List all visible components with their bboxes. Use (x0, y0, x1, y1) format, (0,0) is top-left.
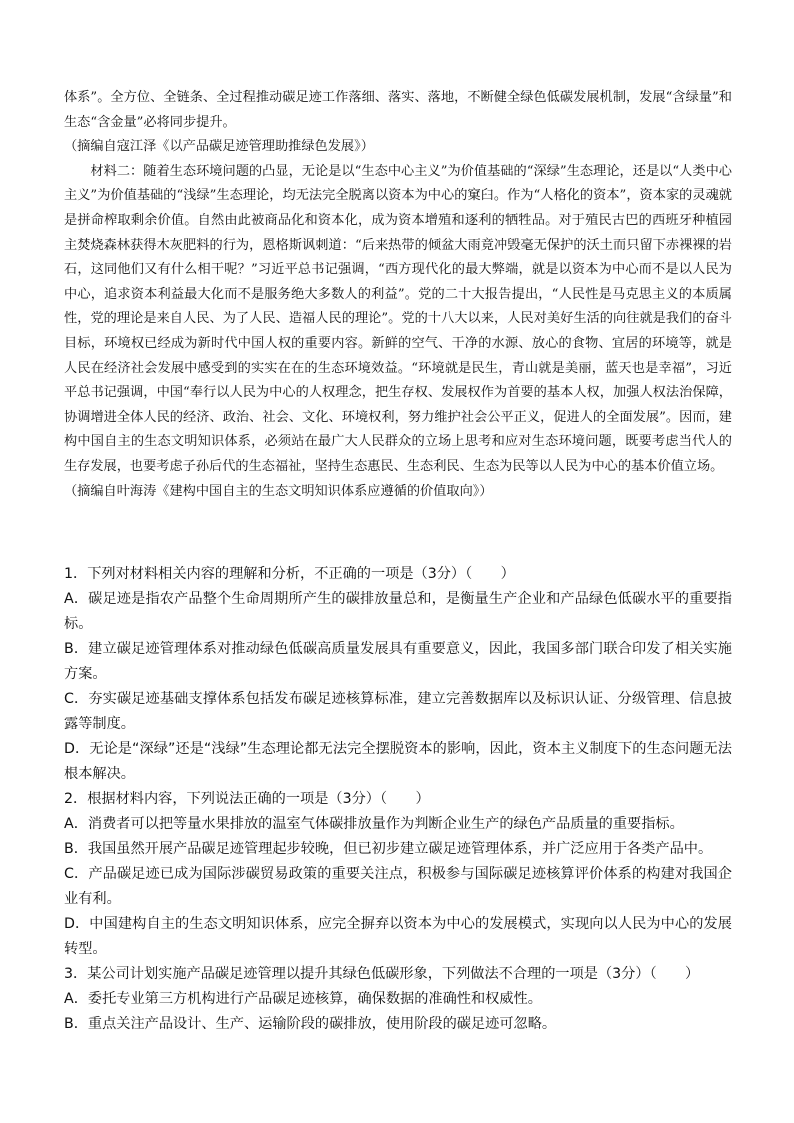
question-3-stem: 3．某公司计划实施产品碳足迹管理以提升其绿色低碳形象，下列做法不合理的一项是（3分）（ ） (64, 966, 700, 982)
question-3-option-b: B．重点关注产品设计、生产、运输阶段的碳排放，使用阶段的碳足迹可忽略。 (64, 1016, 557, 1032)
reading-material (64, 86, 732, 504)
questions-section (64, 562, 732, 1037)
source-citation: （摘编自叶海涛《建构中国自主的生态文明知识体系应遵循的价值取向》） (64, 483, 493, 499)
question-1-option-b: B．建立碳足迹管理体系对推动绿色低碳高质量发展具有重要意义，因此，我国多部门联合印发了相关实施方案。 (64, 641, 732, 682)
question-2-option-c: C．产品碳足迹已成为国际涉碳贸易政策的重要关注点，积极参与国际碳足迹核算评价体系的构建对我国企业有利。 (64, 866, 732, 907)
question-1-option-d: D．无论是“深绿”还是“浅绿”生态理论都无法完全摆脱资本的影响，因此，资本主义制度下的生态问题无法根本解决。 (64, 741, 732, 782)
question-1-option-a: A．碳足迹是指农产品整个生命周期所产生的碳排放量总和，是衡量生产企业和产品绿色低碳水平的重要指标。 (64, 591, 732, 632)
question-3-option-a: A．委托专业第三方机构进行产品碳足迹核算，确保数据的准确性和权威性。 (64, 991, 542, 1007)
material-paragraph: 体系”。全方位、全链条、全过程推动碳足迹工作落细、落实、落地，不断健全绿色低碳发展机制，发展“含绿量”和生态“含金量”必将同步提升。 (64, 90, 732, 130)
source-citation: （摘编自寇江泽《以产品碳足迹管理助推绿色发展》） (64, 139, 374, 155)
question-2-stem: 2．根据材料内容，下列说法正确的一项是（3分）（ ） (64, 791, 430, 807)
question-2-option-a: A．消费者可以把等量水果排放的温室气体碳排放量作为判断企业生产的绿色产品质量的重要指标。 (64, 816, 684, 832)
question-2-option-b: B．我国虽然开展产品碳足迹管理起步较晚，但已初步建立碳足迹管理体系，并广泛应用于各类产品中。 (64, 841, 713, 857)
question-2-option-d: D．中国建构自主的生态文明知识体系，应完全摒弃以资本为中心的发展模式，实现向以人民为中心的发展转型。 (64, 916, 732, 957)
question-1-stem: 1．下列对材料相关内容的理解和分析，不正确的一项是（3分）（ ） (64, 566, 515, 582)
material-two-paragraph: 材料二：随着生态环境问题的凸显，无论是以“生态中心主义”为价值基础的“深绿”生态理论，还是以“人类中心主义”为价值基础的“浅绿”生态理论，均无法完全脱离以资本为中心的窠臼。作为“人格化的资本”，资本家的灵魂就是拼命榨取剩余价值。自然由此被商品化和资本化，成为资本增殖和逐利的牺牲品。对于殖民古巴的西班牙种植园主焚烧森林获得木灰肥料的行为，恩格斯讽刺道：“后来热带的倾盆大雨竟冲毁毫无保护的沃土而只留下赤裸裸的岩石，这同他们又有什么相干呢？”习近平总书记强调，“西方现代化的最大弊端，就是以资本为中心而不是以人民为中心，追求资本利益最大化而不是服务绝大多数人的利益”。党的二十大报告提出，“人民性是马克思主义的本质属性，党的理论是来自人民、为了人民、造福人民的理论”。党的十八大以来，人民对美好生活的向往就是我们的奋斗目标，环境权已经成为新时代中国人权的重要内容。新鲜的空气、干净的水源、放心的食物、宜居的环境等，就是人民在经济社会发展中感受到的实实在在的生态环境效益。“环境就是民生，青山就是美丽，蓝天也是幸福”，习近平总书记强调，中国“奉行以人民为中心的人权理念，把生存权、发展权作为首要的基本人权，加强人权法治保障，协调增进全体人民的经济、政治、社会、文化、环境权利，努力维护社会公平正义，促进人的全面发展”。因而，建构中国自主的生态文明知识体系，必须站在最广大人民群众的立场上思考和应对生态环境问题，既要考虑当代人的生存发展，也要考虑子孙后代的生态福祉，坚持生态惠民、生态利民、生态为民等以人民为中心的基本价值立场。 (64, 163, 732, 474)
question-1-option-c: C．夯实碳足迹基础支撑体系包括发布碳足迹核算标准，建立完善数据库以及标识认证、分级管理、信息披露等制度。 (64, 691, 732, 732)
